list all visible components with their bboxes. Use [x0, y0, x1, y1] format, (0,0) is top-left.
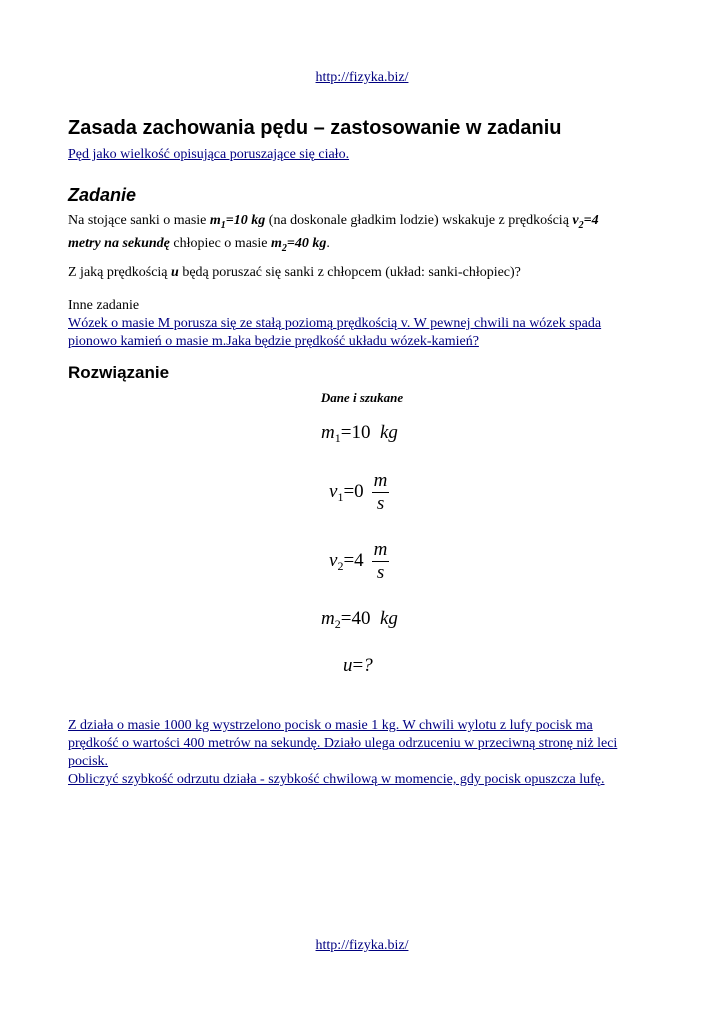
- equation-u: [343, 655, 373, 677]
- m2-sub: 2: [281, 242, 287, 254]
- equation-v2: [329, 539, 389, 584]
- speed-text: metry na sekundę: [68, 235, 170, 251]
- other-task-link-line1: Wózek o masie M porusza się ze stałą poziomą prędkością v. W pewnej chwili na wózek spada: [68, 316, 602, 331]
- given-and-unknown-label: Dane i szukane: [320, 390, 404, 405]
- eq4-sub: 2: [334, 617, 341, 631]
- eq3-var: v: [329, 549, 338, 571]
- eq2-num: m: [373, 470, 388, 491]
- eq1-rhs: =10: [340, 422, 371, 443]
- eq2-fraction: [372, 470, 390, 515]
- other-task-link[interactable]: [68, 316, 601, 349]
- question-var: u: [171, 265, 179, 280]
- eq3-den: s: [376, 562, 385, 583]
- eq3-rhs: =4: [343, 549, 364, 571]
- eq5-q: ?: [363, 655, 373, 676]
- other-task-link-line2: pionowo kamień o masie m.Jaka będzie prędkość układu wózek-kamień?: [68, 334, 479, 349]
- page-title: Zasada zachowania pędu – zastosowanie w zadaniu: [68, 117, 562, 139]
- task-line1-mid: (na doskonale gładkim lodzie) wskakuje z prędkością: [265, 213, 573, 228]
- task-question: [68, 264, 668, 282]
- task-text: [68, 212, 668, 258]
- eq4-rhs: =40: [340, 608, 371, 629]
- eq3-sub: 2: [337, 558, 344, 573]
- eq5-rhs: =: [352, 655, 364, 676]
- eq2-sub: 1: [337, 489, 344, 504]
- eq3-num: m: [373, 539, 388, 560]
- eq3-fraction: [372, 539, 390, 584]
- eq5-var: u: [343, 655, 353, 676]
- eq1-var: m: [321, 422, 335, 443]
- bottom-task: [68, 717, 678, 789]
- intro-link[interactable]: Pęd jako wielkość opisująca poruszające się ciało.: [68, 147, 350, 162]
- task-line1-pre: Na stojące sanki o masie: [68, 213, 210, 228]
- cannon-line3: pocisk.: [68, 754, 109, 769]
- footer-link[interactable]: http://fizyka.biz/: [315, 938, 409, 953]
- equation-v1: [329, 470, 389, 515]
- question-pre: Z jaką prędkością: [68, 265, 172, 280]
- v2-value: =4: [583, 213, 599, 228]
- cannon-line1: Z działa o masie 1000 kg wystrzelono pocisk o masie 1 kg. W chwili wylotu z lufy pocisk ma: [68, 718, 593, 733]
- eq4-unit: kg: [379, 608, 398, 629]
- task-line2-mid: chłopiec o masie: [169, 235, 271, 251]
- eq2-rhs: =0: [343, 480, 364, 502]
- intro-link-container: [68, 147, 349, 163]
- cannon-task-link[interactable]: [68, 718, 617, 787]
- equation-m2: [321, 608, 398, 632]
- cannon-line2: prędkość o wartości 400 metrów na sekundę. Działo ulega odrzuceniu w przeciwną stronę niż leci: [68, 736, 618, 751]
- eq2-den: s: [376, 493, 385, 514]
- other-task-label: Inne zadanie: [68, 298, 140, 313]
- header-link[interactable]: http://fizyka.biz/: [315, 70, 409, 85]
- eq1-unit: kg: [379, 422, 398, 443]
- m1-symbol: m: [209, 213, 221, 228]
- eq1-sub: 1: [334, 431, 341, 445]
- m2-symbol: m: [270, 235, 282, 251]
- task-line2-end: .: [326, 235, 330, 251]
- footer-link-container: [0, 938, 724, 954]
- cannon-line4: Obliczyć szybkość odrzutu działa - szybkość chwilową w momencie, gdy pocisk opuszcza lufę.: [68, 772, 605, 787]
- v2-sub: 2: [578, 219, 584, 231]
- header-link-container: [0, 70, 724, 86]
- other-task: [68, 297, 668, 351]
- m2-value: =40 kg: [286, 235, 327, 251]
- eq2-var: v: [329, 480, 338, 502]
- equation-m1: [321, 422, 398, 446]
- m1-value: =10 kg: [225, 213, 266, 228]
- solution-heading: Rozwiązanie: [68, 363, 170, 382]
- v2-symbol: v: [572, 213, 579, 228]
- eq4-var: m: [321, 608, 335, 629]
- m1-sub: 1: [220, 219, 226, 231]
- question-post: będą poruszać się sanki z chłopcem (układ: sanki-chłopiec)?: [178, 265, 521, 280]
- task-heading: Zadanie: [68, 185, 137, 205]
